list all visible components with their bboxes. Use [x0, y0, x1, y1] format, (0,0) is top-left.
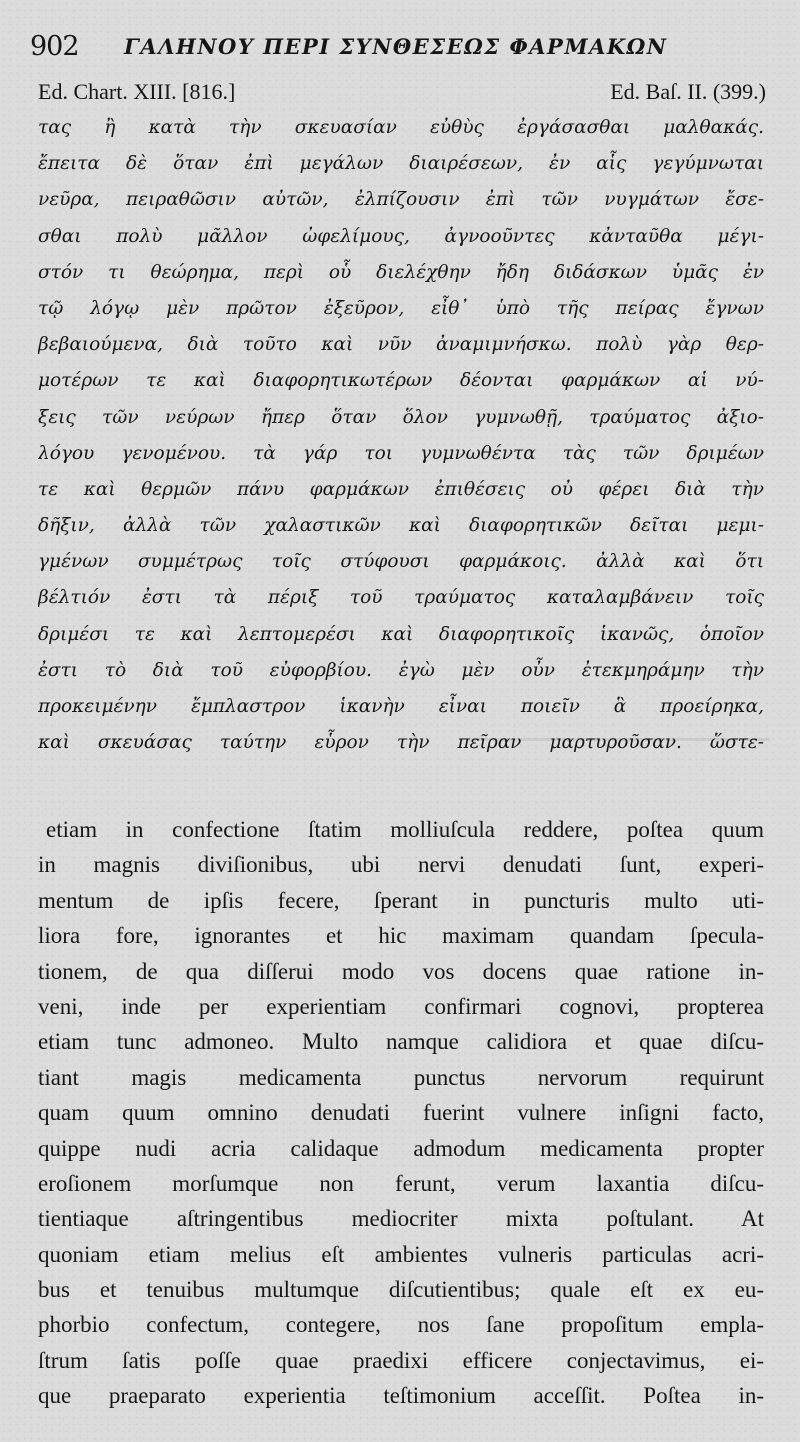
page-number: 902	[30, 31, 79, 62]
greek-text-line: τε καὶ θερμῶν πάνυ φαρμάκων ἐπιθέσεις οὐ φέρει διὰ τὴν	[38, 478, 764, 500]
latin-text-line: tiant magis medicamenta punctus nervorum requirunt	[38, 1064, 764, 1090]
greek-text-line: ἔπειτα δὲ ὅταν ἐπὶ μεγάλων διαιρέσεων, ἐν αἷς γεγύμνωται	[38, 153, 764, 175]
greek-text-line: μοτέρων τε καὶ διαφορητικωτέρων δέονται φαρμάκων αἱ νύ-	[38, 370, 764, 392]
latin-text-line: quippe nudi acria calidaque admodum medicamenta propter	[38, 1135, 764, 1161]
latin-text-line: eroſionem morſumque non ferunt, verum laxantia diſcu-	[38, 1170, 764, 1196]
latin-text-block	[38, 812, 764, 1414]
running-title: ΓΑΛΗΝΟΥ ΠΕΡΙ ΣΥΝΘΕΣΕΩΣ ΦΑΡΜΑΚΩΝ	[124, 34, 668, 59]
latin-text-line: ſtrum ſatis poſſe quae praedixi efficere conjectavimus, ei-	[38, 1347, 764, 1373]
latin-text-line: tionem, de qua diſſerui modo vos docens quae ratione in-	[38, 958, 764, 984]
latin-text-line: etiam tunc admoneo. Multo namque calidiora et quae diſcu-	[38, 1029, 764, 1055]
latin-text-line: quam quum omnino denudati fuerint vulnere inſigni facto,	[38, 1100, 764, 1126]
latin-text-line: etiam in confectione ſtatim molliuſcula reddere, poſtea quum	[46, 817, 764, 842]
greek-text-line: βεβαιούμενα, διὰ τοῦτο καὶ νῦν ἀναμιμνήσκω. πολὺ γὰρ θερ-	[38, 334, 764, 356]
latin-text-line: que praeparato experientia teſtimonium acceſſit. Poſtea in-	[38, 1383, 764, 1409]
greek-text-line: λόγου γενομένου. τὰ γάρ τοι γυμνωθέντα τὰς τῶν δριμέων	[38, 442, 764, 464]
latin-text-line: liora fore, ignorantes et hic maximam quandam ſpecula-	[38, 923, 764, 949]
latin-text-line: quoniam etiam melius eſt ambientes vulneris particulas acri-	[38, 1241, 764, 1267]
page-header	[30, 28, 770, 68]
show-through-mark	[470, 738, 770, 741]
greek-text-line: δριμέσι τε καὶ λεπτομερέσι καὶ διαφορητικοῖς ἱκανῶς, ὁποῖον	[38, 623, 764, 645]
latin-text-line: tientiaque aſtringentibus mediocriter mixta poſtulant. At	[38, 1206, 764, 1232]
greek-text-line: σθαι πολὺ μᾶλλον ὠφελίμους, ἀγνοοῦντες κἀνταῦθα μέγι-	[38, 225, 764, 247]
edition-reference-chartier: Ed. Chart. XIII. [816.]	[38, 79, 236, 104]
greek-text-line: στόν τι θεώρημα, περὶ οὗ διελέχθην ἤδη διδάσκων ὑμᾶς ἐν	[38, 261, 764, 283]
latin-text-line: veni, inde per experientiam confirmari cognovi, propterea	[38, 993, 764, 1019]
latin-text-line: in magnis diviſionibus, ubi nervi denudati ſunt, experi-	[38, 852, 764, 878]
greek-text-line: καὶ σκευάσας ταύτην εὗρον τὴν πεῖραν μαρτυροῦσαν. ὥστε-	[38, 732, 764, 754]
greek-text-line: βέλτιόν ἐστι τὰ πέριξ τοῦ τραύματος καταλαμβάνειν τοῖς	[38, 587, 764, 609]
latin-text-line: phorbio confectum, contegere, nos ſane propoſitum empla-	[38, 1312, 764, 1338]
edition-reference-basel: Ed. Baſ. II. (399.)	[610, 79, 766, 104]
greek-text-line: γμένων συμμέτρως τοῖς στύφουσι φαρμάκοις. ἀλλὰ καὶ ὅτι	[38, 551, 764, 573]
latin-text-line: mentum de ipſis fecere, ſperant in puncturis multo uti-	[38, 887, 764, 913]
greek-text-line: τας ἢ κατὰ τὴν σκευασίαν εὐθὺς ἐργάσασθαι μαλθακάς.	[38, 117, 764, 138]
greek-text-line: δῆξιν, ἀλλὰ τῶν χαλαστικῶν καὶ διαφορητικῶν δεῖται μεμι-	[38, 515, 764, 537]
greek-text-line: ξεις τῶν νεύρων ἤπερ ὅταν ὅλον γυμνωθῇ, τραύματος ἀξιο-	[38, 406, 764, 428]
greek-text-line: ἐστι τὸ διὰ τοῦ εὐφορβίου. ἐγὼ μὲν οὖν ἐτεκμηράμην τὴν	[38, 659, 764, 681]
greek-text-line: τῷ λόγῳ μὲν πρῶτον ἐξεῦρον, εἶθ᾽ ὑπὸ τῆς πείρας ἔγνων	[38, 297, 764, 319]
edition-reference-line	[38, 78, 766, 108]
latin-text-line: bus et tenuibus multumque diſcutientibus; quale eſt ex eu-	[38, 1277, 764, 1303]
greek-text-block	[38, 110, 764, 761]
greek-text-line: νεῦρα, πειραθῶσιν αὐτῶν, ἐλπίζουσιν ἐπὶ τῶν νυγμάτων ἔσε-	[38, 189, 764, 211]
greek-text-line: προκειμένην ἔμπλαστρον ἱκανὴν εἶναι ποιεῖν ἃ προείρηκα,	[38, 696, 764, 717]
